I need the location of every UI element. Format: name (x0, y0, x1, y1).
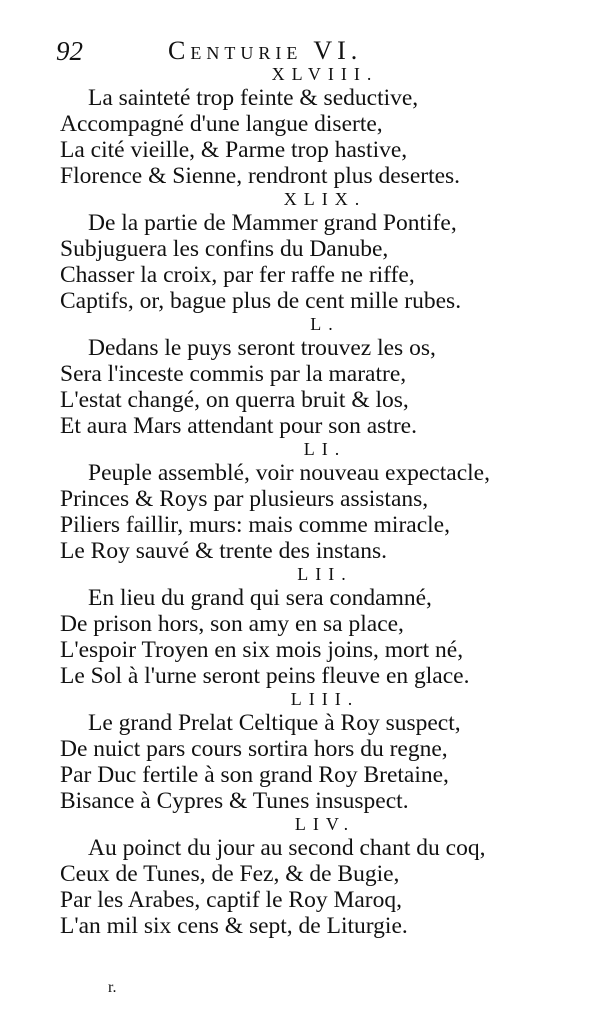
verse-line: Princes & Roys par plusieurs assistans, (60, 486, 429, 512)
verse-line: Florence & Sienne, rendront plus desertes. (60, 163, 461, 189)
verse-line: L'espoir Troyen en six mois joins, mort né, (60, 637, 464, 663)
quatrain-number: L. (310, 314, 340, 334)
verse-line: De la partie de Mammer grand Pontife, (88, 210, 457, 236)
quatrain-52 (60, 564, 560, 689)
verse-line: Ceux de Tunes, de Fez, & de Bugie, (60, 861, 400, 887)
verse-line: Chasser la croix, par fer raffe ne riffe, (60, 262, 415, 288)
verse-line: Sera l'inceste commis par la maratre, (60, 361, 407, 387)
footer-mark: r. (108, 979, 117, 996)
verse-line: De nuict pars cours sortira hors du regne, (60, 736, 448, 762)
quatrain-number: LIII. (290, 689, 360, 709)
verse-line: Au poinct du jour au second chant du coq, (88, 835, 486, 861)
verse-line: Dedans le puys seront trouvez les os, (88, 335, 436, 361)
quatrain-53 (60, 689, 560, 814)
verse-line: L'an mil six cens & sept, de Liturgie. (60, 913, 408, 939)
quatrain-number: XLIX. (283, 189, 367, 209)
verse-line: Le grand Prelat Celtique à Roy suspect, (88, 710, 461, 736)
quatrain-48 (60, 64, 560, 189)
quatrain-49 (60, 189, 560, 314)
verse-line: En lieu du grand qui sera condamné, (88, 585, 432, 611)
quatrain-54 (60, 814, 560, 939)
quatrain-51 (60, 439, 560, 564)
verse-line: Le Sol à l'urne seront peins fleuve en glace. (60, 663, 470, 689)
verse-line: De prison hors, son amy en sa place, (60, 611, 404, 637)
quatrain-50 (60, 314, 560, 439)
verse-line: Et aura Mars attendant pour son astre. (60, 413, 417, 439)
verse-line: Par les Arabes, captif le Roy Maroq, (60, 887, 402, 913)
quatrain-number: LII. (297, 564, 353, 584)
verse-line: La cité vieille, & Parme trop hastive, (60, 137, 408, 163)
verse-line: Subjuguera les confins du Danube, (60, 236, 389, 262)
verse-line: La sainteté trop feinte & seductive, (88, 85, 419, 111)
verse-line: Le Roy sauvé & trente des instans. (60, 538, 387, 564)
quatrain-number: LI. (303, 439, 347, 459)
verse-line: L'estat changé, on querra bruit & los, (60, 387, 409, 413)
running-head (56, 34, 576, 68)
verse-line: Piliers faillir, murs: mais comme miracle, (60, 512, 450, 538)
running-title: Centurie VI. (168, 36, 363, 65)
verse-line: Accompagné d'une langue diserte, (60, 111, 383, 137)
verse-line: Peuple assemblé, voir nouveau expectacle, (88, 460, 490, 486)
verse-line: Par Duc fertile à son grand Roy Bretaine, (60, 762, 449, 788)
quatrain-list (60, 64, 560, 939)
verse-line: Captifs, or, bague plus de cent mille rubes. (60, 288, 462, 314)
verse-line: Bisance à Cypres & Tunes insuspect. (60, 788, 409, 814)
page-number: 92 (56, 36, 83, 66)
quatrain-number: XLVIII. (271, 64, 379, 84)
quatrain-number: LIV. (294, 814, 356, 834)
